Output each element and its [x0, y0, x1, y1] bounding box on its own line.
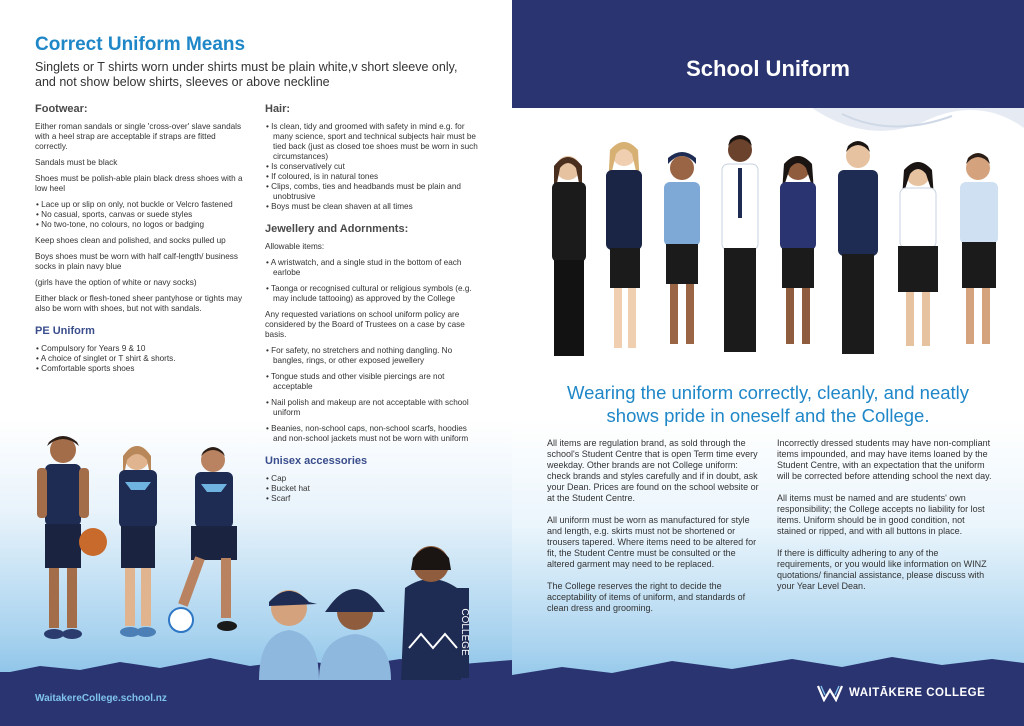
list-item: • No casual, sports, canvas or suede styles — [35, 210, 250, 220]
undershirt-rule: Singlets or T shirts worn under shirts must be plain white,v short sleeve only, and not show below shirts, sleeves or above neckline — [35, 60, 458, 89]
college-name: WAITĀKERE COLLEGE — [849, 687, 986, 699]
jewellery-list-3 — [265, 346, 480, 366]
jewellery-heading: Jewellery and Adornments: — [265, 223, 409, 235]
list-item: • A wristwatch, and a single stud in the bottom of each earlobe — [265, 258, 480, 278]
jacket-text: COLLEGE — [459, 608, 470, 656]
page-title: Correct Uniform Means — [35, 34, 246, 55]
list-item: • Taonga or recognised cultural or religious symbols (e.g. may include tattooing) as approved by the College — [265, 284, 480, 304]
unisex-accessories-photo — [245, 530, 510, 680]
unisex-list — [265, 474, 480, 504]
list-item: • Boys must be clean shaven at all times — [265, 202, 480, 212]
policy-text: All items must be named and are students' own responsibility; the College accepts no liability for lost items. Uniform should be in good condition, not stained or ripped, and with all buttons in place. — [777, 493, 985, 536]
tagline: Wearing the uniform correctly, cleanly, and neatly shows pride in oneself and the College. — [566, 382, 970, 426]
header-band — [512, 0, 1024, 108]
list-item: • Clips, combs, ties and headbands must be plain and unobtrusive — [265, 182, 480, 202]
website-link[interactable]: WaitakereCollege.school.nz — [35, 693, 167, 704]
hair-heading: Hair: — [265, 103, 291, 115]
footwear-column — [35, 104, 250, 380]
footwear-clean-text: Keep shoes clean and polished, and socks pulled up — [35, 236, 226, 245]
student-figure — [37, 436, 107, 639]
list-item: • Bucket hat — [265, 484, 480, 494]
student-figure — [838, 141, 878, 354]
student-figure — [722, 135, 758, 352]
hair-list — [265, 122, 480, 212]
list-item: • Beanies, non-school caps, non-school scarfs, hoodies and non-school jackets must not be worn with uniform — [265, 424, 480, 444]
student-scarf — [401, 546, 470, 680]
hair-jewellery-column — [265, 104, 480, 510]
list-item: • Compulsory for Years 9 & 10 — [35, 344, 250, 354]
policy-text: The College reserves the right to decide the acceptability of items of uniform, and standards of clean dress and grooming. — [547, 581, 746, 613]
student-figure — [606, 142, 642, 348]
policy-text: All items are regulation brand, as sold through the school's Student Centre that is open Term time every weekday. Other brands are not College uniform: check brands and styles carefully and if in doubt, ask your Dean. Prices are found on the school website or at the Student Centre. — [547, 438, 759, 503]
list-item: • No two-tone, no colours, no logos or badging — [35, 220, 250, 230]
unisex-heading: Unisex accessories — [265, 455, 368, 467]
college-logo — [817, 684, 985, 702]
college-w-icon — [817, 684, 843, 702]
student-figure — [119, 446, 157, 637]
list-item: • Comfortable sports shoes — [35, 364, 250, 374]
policy-column-1 — [547, 438, 762, 625]
list-item: • Cap — [265, 474, 480, 484]
pe-students-photo — [15, 430, 255, 650]
footwear-heading: Footwear: — [35, 103, 88, 115]
students-group-photo — [532, 128, 1012, 368]
jewellery-list-4 — [265, 372, 480, 392]
footwear-pantyhose-text: Either black or flesh-toned sheer pantyhose or tights may also be worn with shoes, but not with sandals. — [35, 294, 243, 313]
policy-column-2 — [777, 438, 992, 603]
right-panel — [512, 0, 1024, 726]
pe-list — [35, 344, 250, 374]
footwear-sandals-black: Sandals must be black — [35, 158, 118, 167]
student-figure — [169, 447, 237, 632]
list-item: • A choice of singlet or T shirt & shorts. — [35, 354, 250, 364]
jewellery-variations-text: Any requested variations on school uniform policy are considered by the Board of Trustees on a case by case basis. — [265, 310, 465, 339]
policy-text: If there is difficulty adhering to any of the requirements, or you would like information on WINZ quotations/ financial assistance, please discuss with your Year Level Dean. — [777, 548, 987, 591]
list-item: • Is clean, tidy and groomed with safety in mind e.g. for many science, sport and technical subjects hair must be tied back (just as closed toe shoes must be worn in such circumstances) — [265, 122, 480, 162]
student-bucket-hat — [319, 589, 391, 680]
jewellery-list-5 — [265, 398, 480, 418]
footwear-sandals-text: Either roman sandals or single 'cross-over' slave sandals with a heel strap are acceptable if straps are fitted correctly. — [35, 122, 242, 151]
list-item: • Lace up or slip on only, not buckle or Velcro fastened — [35, 200, 250, 210]
student-figure — [960, 153, 998, 344]
footwear-girls-socks-text: (girls have the option of white or navy socks) — [35, 278, 197, 287]
student-figure — [552, 156, 586, 356]
pe-heading: PE Uniform — [35, 325, 95, 337]
policy-text: Incorrectly dressed students may have non-compliant items impounded, and may have items loaned by the Student Centre, with an expectation that the uniform will be corrected before attending school the next day. — [777, 438, 992, 481]
student-figure — [898, 162, 938, 346]
school-uniform-title: School Uniform — [686, 56, 850, 81]
jewellery-intro: Allowable items: — [265, 242, 325, 251]
student-figure — [664, 152, 700, 344]
policy-text: All uniform must be worn as manufactured for style and length, e.g. skirts must not be shortened or trousers tapered. Where items need to be altered for fit, the Student Centre must be consulted or the altered garment may need to be replaced. — [547, 515, 757, 569]
jewellery-list-1 — [265, 258, 480, 278]
list-item: • Tongue studs and other visible piercings are not acceptable — [265, 372, 480, 392]
list-item: • Is conservatively cut — [265, 162, 480, 172]
jewellery-list-6 — [265, 424, 480, 444]
list-item: • Nail polish and makeup are not acceptable with school uniform — [265, 398, 480, 418]
jewellery-list-2 — [265, 284, 480, 304]
footwear-socks-text: Boys shoes must be worn with half calf-length/ business socks in plain navy blue — [35, 252, 238, 271]
footwear-shoes-text: Shoes must be polish-able plain black dress shoes with a low heel — [35, 174, 243, 193]
list-item: • Scarf — [265, 494, 480, 504]
list-item: • If coloured, is in natural tones — [265, 172, 480, 182]
footwear-list — [35, 200, 250, 230]
list-item: • For safety, no stretchers and nothing dangling. No bangles, rings, or other exposed jewellery — [265, 346, 480, 366]
student-figure — [780, 156, 816, 344]
student-cap — [259, 590, 319, 680]
